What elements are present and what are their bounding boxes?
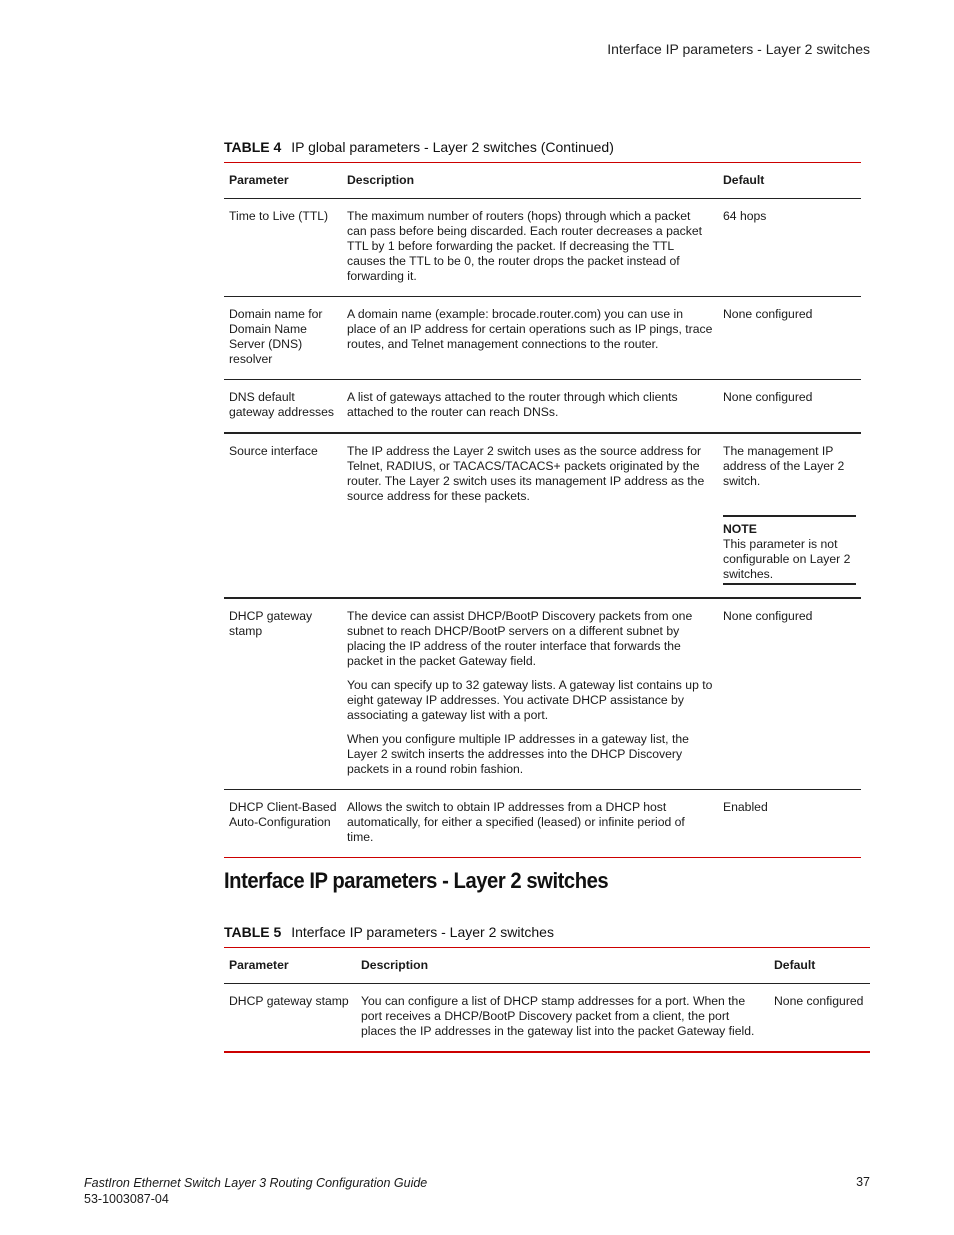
table-row [224,433,861,598]
col-header-parameter: Parameter [224,948,356,984]
cell-default: Enabled [718,790,861,858]
table5-header-row [224,948,870,984]
description-text: Allows the switch to obtain IP addresses from a DHCP host automatically, for either a specified (leased) or infinite period of time. [347,800,685,844]
table-row [224,297,861,380]
cell-description [342,199,718,297]
col-header-description: Description [356,948,769,984]
cell-default: None configured [718,598,861,790]
note-box [723,515,856,585]
cell-parameter: DHCP gateway stamp [224,984,356,1053]
cell-description [342,790,718,858]
table-row [224,380,861,434]
description-text: You can specify up to 32 gateway lists. A gateway list contains up to eight gateway IP addresses. You activate DHCP assistance by associating a gateway list with a port. [347,678,713,722]
description-text: The device can assist DHCP/BootP Discovery packets from one subnet to reach DHCP/BootP servers on a different subnet by placing the IP address of the router interface that forwards the packet in the packet Gateway field. [347,609,693,668]
cell-description [342,598,718,790]
cell-parameter: Source interface [224,433,342,598]
description-text: The IP address the Layer 2 switch uses as the source address for Telnet, RADIUS, or TACACS/TACACS+ packets originated by the router. The Layer 2 switch uses its management IP address as the source address for these packets. [347,444,705,503]
description-text: When you configure multiple IP addresses in a gateway list, the Layer 2 switch inserts the addresses into the DHCP Discovery packets in a round robin fashion. [347,732,689,776]
cell-parameter: DNS default gateway addresses [224,380,342,434]
cell-description [342,433,718,598]
table4-label: TABLE 4 [224,139,282,155]
note-text: This parameter is not configurable on Layer 2 switches. [723,537,851,581]
footer-doc-number: 53-1003087-04 [84,1192,169,1206]
table4-caption [224,139,614,155]
table5-title: Interface IP parameters - Layer 2 switches [291,924,554,940]
cell-default: None configured [769,984,870,1053]
col-header-description: Description [342,163,718,199]
description-text: A list of gateways attached to the router through which clients attached to the router can reach DNSs. [347,390,678,419]
cell-description [342,380,718,434]
table4-header-row [224,163,861,199]
cell-default: 64 hops [718,199,861,297]
cell-parameter: DHCP Client-Based Auto-Configuration [224,790,342,858]
col-header-default: Default [718,163,861,199]
cell-description [342,297,718,380]
table-row [224,984,870,1053]
table-row [224,199,861,297]
col-header-parameter: Parameter [224,163,342,199]
table-row [224,790,861,858]
footer-page-number: 37 [856,1175,870,1189]
table-row [224,598,861,790]
note-title: NOTE [723,522,757,536]
section-heading: Interface IP parameters - Layer 2 switches [224,868,609,893]
table5-label: TABLE 5 [224,924,282,940]
cell-default [718,433,861,598]
running-header: Interface IP parameters - Layer 2 switches [607,41,870,57]
default-text: The management IP address of the Layer 2 switch. [723,444,845,488]
table4-title: IP global parameters - Layer 2 switches (Continued) [291,139,614,155]
cell-default: None configured [718,297,861,380]
table5-caption [224,924,554,940]
description-text: The maximum number of routers (hops) through which a packet can pass before being discarded. Each router decreases a packet TTL by 1 before forwarding the packet. If decreasing the TTL causes the TTL to be 0, the router drops the packet instead of forwarding it. [347,209,703,283]
cell-default: None configured [718,380,861,434]
description-text: A domain name (example: brocade.router.com) you can use in place of an IP address for certain operations such as IP pings, trace routes, and Telnet management connections to the router. [347,307,713,351]
table4 [224,162,861,858]
cell-parameter: Time to Live (TTL) [224,199,342,297]
table5 [224,947,870,1053]
footer-guide-title: FastIron Ethernet Switch Layer 3 Routing Configuration Guide [84,1176,428,1190]
footer-left [84,1175,427,1207]
cell-parameter: Domain name for Domain Name Server (DNS) resolver [224,297,342,380]
col-header-default: Default [769,948,870,984]
cell-description: You can configure a list of DHCP stamp addresses for a port. When the port receives a DHCP/BootP Discovery packet from a client, the port places the IP addresses in the gateway list into the packet Gateway field. [356,984,769,1053]
cell-parameter: DHCP gateway stamp [224,598,342,790]
